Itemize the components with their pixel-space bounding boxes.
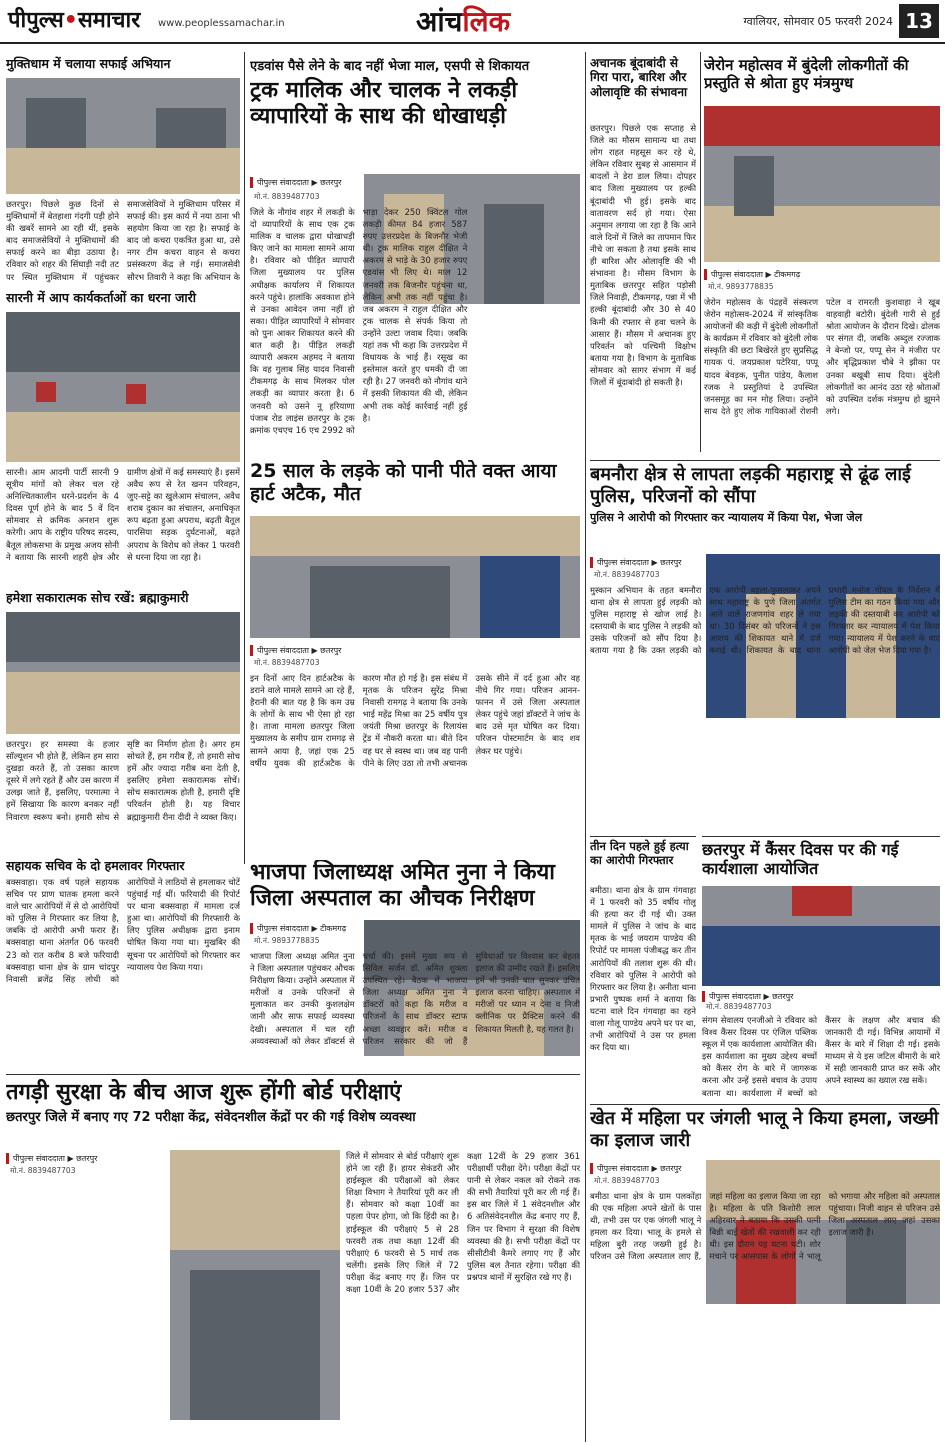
body: सारनी। आम आदमी पार्टी सारनी 9 सूत्रीय मांगों को लेकर चल रहे अनिश्चितकालीन धरने-प्रदर्शन के 4 दिवस पूर्ण होने के बाद 5 वें दिन सोमवार से क्रमिक अनशन शुरू करेगी। आप के राष्ट्रीय परिषद सदस्य, बैतूल लोकसभा के प्रमुख अजय सोनी ने बताया कि सारनी शहरी क्षेत्र और ग्रामीण क्षेत्रों में कई समस्याएं हैं। इसमें अवैध रूप से रेत खनन परिवहन, जुए-सट्टे का खुलेआम संचालन, अवैध शराब दुकान का संचालन, अनाधिकृत रूप बढ़ता हुआ अपराध, बढ़ती बैतूल पारसिया सड़क दुर्घटनाओं, बढ़ते अपराध के विरोध को लेकर 1 फरवरी से धरना दिया जा रहा है। xyxy=(6,467,240,562)
body: बमीठा। थाना क्षेत्र के ग्राम गंगवाहा में 1 फरवरी को 35 वर्षीय गोलू की हत्या कर दी गई थी। उक्त मामले में पुलिस ने जांच के बाद मृतक के भाई जयराम पाण्डेय की रिपोर्ट पर मामला पंजीबद्ध कर तीन आरोपियों की तलाश शुरू की थी। रविवार को पुलिस ने आरोपी को गिरफ्तार कर लिया है। अनीता थाना प्रभारी पुष्पक शर्मा ने बताया कि घटना वाले दिन गंगवाहा का रहने वाला गोलू पाण्डेय अपने घर पर था, तभी आरोपियों ने उस पर हमला कर दिया था। xyxy=(590,885,696,1053)
phone: मो.नं. 8839487703 xyxy=(254,192,320,201)
rule xyxy=(590,460,940,461)
headline: हमेशा सकारात्मक सोच रखें: ब्रह्माकुमारी xyxy=(6,590,189,605)
body: बमीठा थाना क्षेत्र के ग्राम पलकोंहा की एक महिला अपने खेतों के पास थी, तभी उस पर एक जंगली भालू ने हमला कर दिया। भालू के हमले से महिला बुरी तरह जख्मी हुई है। परिजन उसे जिला अस्पताल लाए हैं, जहां महिला का इलाज किया जा रहा है। महिला के पति किशोरी लाल अहिरवार ने बताया कि उसकी पत्नी बिन्नी बाई खेतों की रखवाली कर रही थी। इस दौरान यह घटना घटी। शोर मचाने पर आसपास के लोगों ने भालू को भगाया और महिला को अस्पताल पहुंचाया। निजी वाहन से परिजन उसे जिला अस्पताल लाए जहां उसका इलाज जारी है। xyxy=(590,1191,940,1262)
headline: छतरपुर में कैंसर दिवस पर की गई कार्यशाला आयोजित xyxy=(702,840,899,879)
rule xyxy=(590,836,696,837)
column-rule xyxy=(700,52,701,452)
headline: जेरोन महोत्सव में बुंदेली लोकगीतों की प्रस्तुति से श्रोता हुए मंत्रमुग्ध xyxy=(704,56,909,92)
logo-left: पीपुल्स xyxy=(8,8,64,33)
kicker: एडवांस पैसे लेने के बाद नहीं भेजा माल, एसपी से शिकायत xyxy=(250,59,530,74)
column-rule xyxy=(244,52,245,864)
article-sarni-protest xyxy=(6,290,240,590)
phone: मो.नं. 8839487703 xyxy=(594,570,660,579)
headline: बमनौरा क्षेत्र से लापता लड़की महाराष्ट्र से ढूंढ लाई पुलिस, परिजनों को सौंपा xyxy=(590,464,911,507)
headline: 25 साल के लड़के को पानी पीते वक्त आया हार्ट अटैक, मौत xyxy=(250,460,557,505)
phone: मो.नं. 8839487703 xyxy=(594,1176,660,1185)
page-number: 13 xyxy=(899,4,939,38)
body: छतरपुर। पिछले एक सप्ताह से जिले का मौसम सामान्य था तथा लोग राहत महसूस कर रहे थे, लेकिन रविवार सुबह से आसमान में बादलों ने डेरा डाल लिया। दोपहर बाद जिला मुख्यालय पर हल्की बूंदाबांदी भी हुई। इसके बाद वातावरण सर्द हो गया। ऐसा अनुमान लगाया जा रहा है कि आने वाले दिनों में जिले का तापमान फिर नीचे जा सकता है तथा इसके साथ ही बारिश और ओलावृष्टि की भी संभावना है। मौसम विभाग के मुताबिक छतरपुर सहित पड़ोसी जिले निवाड़ी, टीकमगढ़, पन्ना में भी हल्की बूंदाबांदी और 30 से 40 किमी की रफ्तार से हवा चलने के आसार हैं। मौसम में अचानक हुए परिवर्तन को पश्चिमी विक्षोभ बताया गया है। विभाग के मुताबिक सोमवार को सागर संभाग में कई जिलों में बूंदाबांदी हो सकती है। xyxy=(590,123,696,387)
byline: पीपुल्स संवाददाता ▶ टीकमगढ़ xyxy=(250,923,346,934)
headline: सहायक सचिव के दो हमलावर गिरफ्तार xyxy=(6,858,185,873)
masthead xyxy=(0,0,945,44)
subhead: पुलिस ने आरोपी को गिरफ्तार कर न्यायालय में किया पेश, भेजा जेल xyxy=(590,511,863,525)
article-missing-girl xyxy=(590,460,940,832)
rule xyxy=(702,836,940,837)
phone: मो.नं. 8839487703 xyxy=(706,1002,772,1011)
phone: मो.नं. 8839487703 xyxy=(10,1166,76,1175)
section-title-b: लिक xyxy=(462,5,511,38)
body: भाजपा जिला अध्यक्ष अमित नुना ने जिला अस्पताल पहुंचकर औचक निरीक्षण किया। उन्होंने अस्पताल में मरीजों व उनके परिजनों से मुलाकात कर उनकी कुशलक्षेम जानी और साफ सफाई व्यवस्था देखी। अस्पताल में चल रही अव्यवस्थाओं को लेकर डॉक्टर्स से चर्चा की। इसमें मुख्य रूप से सिविल सर्जन डॉ. अमित शुक्ला उपस्थित रहे। बैठक में भाजपा जिला अध्यक्ष अमित नुना ने डॉक्टरों को कहा कि मरीज व परिजनों के साथ डॉक्टर स्टाफ अच्छा व्यवहार करें। मरीज व परिजन सरकार की जो हैं सुविधाओं पर विश्वास कर बेहतर इलाज की उम्मीद रखते हैं। इसलिए हमें भी उनकी बात सुनकर उचित इलाज करना चाहिए। अस्पताल में मरीजों पर ध्यान न देना व निजी क्लीनिक पर प्रैक्टिस करने की शिकायत मिलती है, यह गलत है। xyxy=(250,951,580,1046)
article-assistant-secretary xyxy=(6,858,240,1070)
body-col-1 xyxy=(6,1182,164,1440)
dateline: ग्वालियर, सोमवार 05 फरवरी 2024 xyxy=(743,15,893,28)
photo xyxy=(250,516,580,638)
photo xyxy=(6,612,240,734)
article-cremation-cleanup xyxy=(6,56,240,284)
article-heart-attack xyxy=(250,460,580,854)
subhead: छतरपुर जिले में बनाए गए 72 परीक्षा केंद्र, संवेदनशील केंद्रों पर की गई विशेष व्यवस्था xyxy=(6,1110,416,1126)
byline: पीपुल्स संवाददाता ▶ छतरपुर xyxy=(250,645,341,656)
phone: मो.नं. 9893778835 xyxy=(708,282,774,291)
photo xyxy=(702,886,940,986)
photo xyxy=(6,78,240,194)
headline: मुक्तिधाम में चलाया सफाई अभियान xyxy=(6,56,171,71)
section-title xyxy=(416,2,510,40)
headline: खेत में महिला पर जंगली भालू ने किया हमला, जख्मी का इलाज जारी xyxy=(590,1108,939,1151)
phone: मो.नं. 8839487703 xyxy=(254,658,320,667)
headline: तगड़ी सुरक्षा के बीच आज शुरू होंगी बोर्ड परीक्षाएं xyxy=(6,1080,402,1105)
article-brahmakumari xyxy=(6,590,240,852)
byline: पीपुल्स संवाददाता ▶ छतरपुर xyxy=(6,1153,97,1164)
photo xyxy=(170,1150,340,1420)
article-jeron-festival xyxy=(704,56,940,456)
body: जेरोन महोत्सव के पंद्रहवें संस्करण जेरोन महोत्सव-2024 में सांस्कृतिक आयोजनों की कड़ी में बुंदेली लोकगीतों के कार्यक्रम में रविवार को बुंदेली लोक संस्कृति की छटा बिखेरते हुए सुप्रसिद्ध गायक पं. जयप्रकाश पटेरिया, पप्पू यादव बेवड़क, पुनीत पांडेय, कैलाश रजक ने प्रस्तुतियां दे उपस्थित जनसमूह का मन मोह लिया। उन्होंने साथ देते हुए लोक गायिकाओं रोशनी पटेल व रामरती कुशवाहा ने खूब वाहवाही बटोरी। बुंदेली गारी से हुई श्रोता आयोजन के दौरान दिखे। ढोलक पर संगत दी, जबकि अब्दुल रज्जाक ने बेन्जो पर, पप्पू सेन ने मंजीरा पर और बृद्धिप्रकाश चौबे ने झीका पर उनका बखूबी साथ दिया। बुंदेली लोकगीतों का आनंद उठा रहे श्रोताओं को उपस्थित दर्शक मंत्रमुग्ध हो झूमने लगे। xyxy=(704,297,940,416)
byline: पीपुल्स संवाददाता ▶ टीकमगढ़ xyxy=(704,269,800,280)
rule xyxy=(6,1074,580,1075)
section-title-a: आंच xyxy=(416,5,463,38)
body: इन दिनों आए दिन हार्टअटैक के डराने वाले मामले सामने आ रहे हैं, हैरानी की बात यह है कि कम उम्र के लोगों के साथ भी ऐसा हो रहा है। ताजा मामला छतरपुर जिला मुख्यालय के समीप ग्राम रामगढ़ से सामने आया है, जहां एक 25 वर्षीय युवक की हार्टअटैक के कारण मौत हो गई है। इस संबंध में मृतक के परिजन सुरेंद्र मिश्रा निवासी रामगढ़ ने बताया कि उनके भाई महेंद्र मिश्रा का 25 वर्षीय पुत्र जयंती मिश्रा छतरपुर के रिलायंस ट्रेंड में नौकरी करता था। बीते दिन वह घर से स्वस्थ था। जब वह पानी पीने के लिए उठा तो तभी अचानक उसके सीने में दर्द हुआ और वह नीचे गिर गया। परिजन आनन-फानन में उसे जिला अस्पताल लेकर पहुंचे जहां डॉक्टरों ने जांच के बाद उसे मृत घोषित कर दिया। परिजन पोस्टमार्टम के बाद शव लेकर घर पहुंचे। xyxy=(250,673,580,768)
byline: पीपुल्स संवाददाता ▶ छतरपुर xyxy=(250,177,341,188)
body: बक्सवाहा। एक वर्ष पहले सहायक सचिव पर प्राण घातक हमला करने वाले चार आरोपियों में से दो आरोपियों को पुलिस ने गिरफ्तार कर लिया है, जबकि दो आरोपी अभी फरार हैं। बक्सवाहा थाना अंतर्गत 06 फरवरी 23 को रात करीब 8 बजे फरियादी बक्सवाहा थाना क्षेत्र के ग्राम चांदपुर निवासी ब्रजेंद्र सिंह लोधी को आरोपियों ने लाठियों से हमलाकर चोटें पहुंचाई गई थीं। फरियादी की रिपोर्ट पर थाना बक्सवाहा में मामला दर्ज हुआ था। आरोपियों की गिरफ्तारी के लिए पुलिस अधीक्षक द्वारा इनाम घोषित किया गया था। मुखबिर की सूचना पर आरोपियों को गिरफ्तार कर न्यायालय पेश किया गया। xyxy=(6,877,240,984)
article-truck-fraud xyxy=(250,56,580,446)
logo-right: समाचार xyxy=(77,8,141,33)
headline: भाजपा जिलाध्यक्ष अमित नुना ने किया जिला अस्पताल का औचक निरीक्षण xyxy=(250,860,556,912)
headline: ट्रक मालिक और चालक ने लकड़ी व्यापारियों के साथ की धोखाधड़ी xyxy=(250,78,518,130)
article-murder-accused xyxy=(590,836,696,1100)
article-cancer-day xyxy=(702,836,940,1100)
body: छतरपुर। हर समस्या के हजार सॉल्यूशन भी होते हैं, लेकिन हम सारा दुखड़ा करते हैं, तो उसका कारण दूसरे में लगे रहते हैं और उस कारण में उलझ जाते हैं, इसलिए, परमात्मा ने हमें सिखाया कि कारण बनकर नहीं निवारण स्वरूप बनो। हमारी सोच से सृष्टि का निर्माण होता है। अगर हम सोचते हैं, हम गरीब हैं, तो हमारी सोच हमें और ज्यादा गरीब बना देती है, इसलिए हमेशा सकारात्मक सोचें। सोच सकारात्मक होती है, हमारी दृष्टि परिवर्तन होती है। यह विचार ब्रह्माकुमारी रीना दीदी ने व्यक्त किए। xyxy=(6,739,240,822)
phone: मो.नं. 9893778835 xyxy=(254,936,320,945)
rule xyxy=(590,1104,940,1105)
article-board-exams xyxy=(6,1074,580,1440)
body: मुस्कान अभियान के तहत बमनौरा थाना क्षेत्र से लापता हुई लड़की को पुलिस महाराष्ट्र से खोज लाई है। दस्तयाबी के बाद पुलिस ने लड़की को उसके परिजनों को सौंप दिया है। बताया गया है कि उक्त लड़की को एक आरोपी बहला-फुसलाकर अपने साथ महाराष्ट्र के पुणे जिला अंतर्गत आने वाले राजणगांव शहर ले गया था। 30 दिसंबर को परिजनों ने इस आशय की शिकायत थाने में दर्ज कराई थी। शिकायत के बाद थाना प्रभारी मनोज गोयल के निर्देशन में पुलिस टीम का गठन किया गया और लड़की की दस्तयाबी कर आरोपी को गिरफ्तार कर न्यायालय में पेश किया गया। न्यायालय में पेश करने के बाद आरोपी को जेल भेज दिया गया है। xyxy=(590,585,940,656)
newspaper-logo[interactable] xyxy=(8,4,140,34)
byline: पीपुल्स संवाददाता ▶ छतरपुर xyxy=(590,1163,681,1174)
article-weather xyxy=(590,56,696,456)
headline: अचानक बूंदाबांदी से गिरा पारा, बारिश और ओलावृष्टि की संभावना xyxy=(590,56,688,99)
article-bear-attack xyxy=(590,1104,940,1440)
logo-separator: • xyxy=(63,8,78,33)
site-url[interactable]: www.peoplessamachar.in xyxy=(158,18,285,29)
body: जिले में सोमवार से बोर्ड परीक्षाएं शुरू होने जा रही हैं। हायर सेकंडरी और हाईस्कूल की परीक्षाओं को लेकर शिक्षा विभाग ने तैयारियां पूरी कर ली हैं। सोमवार को कक्षा 10वीं का पहला पेपर होगा, जो कि हिंदी का है। हाईस्कूल की परीक्षाएं 5 से 28 फरवरी तक तथा कक्षा 12वीं की परीक्षाएं 6 फरवरी से 5 मार्च तक चलेंगी। इसके लिए जिले में 72 परीक्षा केंद्र बनाए गए हैं। जिन पर कक्षा 10वीं के 20 हजार 537 और कक्षा 12वीं के 29 हजार 361 परीक्षार्थी परीक्षा देंगे। परीक्षा केंद्रों पर पानी से लेकर नकल को रोकने तक की सभी तैयारियां पूरी कर ली गई हैं। इस बार जिले में 1 संवेदनशील और 6 अतिसंवेदनशील केंद्र बनाए गए हैं, जिन पर विभाग ने सुरक्षा की विशेष व्यवस्था की है। सभी परीक्षा केंद्रों पर सीसीटीवी कैमरे लगाए गए हैं और पुलिस बल तैनात रहेगा। परीक्षा की प्रश्नपत्र थानों में सुरक्षित रखे गए हैं। xyxy=(346,1151,580,1295)
headline: सारनी में आप कार्यकर्ताओं का धरना जारी xyxy=(6,290,196,305)
byline: पीपुल्स संवाददाता ▶ छतरपुर xyxy=(702,991,793,1002)
column-rule xyxy=(585,52,586,1442)
body: जिले के नौगांव शहर में लकड़ी के दो व्यापारियों के साथ एक ट्रक मालिक व चालक द्वारा धोखाधड़ी किए जाने का मामला सामने आया है। रविवार को पीड़ित व्यापारी जिला मुख्यालय पर पुलिस अधीक्षक कार्यालय में शिकायत करने पहुंचे। हालांकि अवकाश होने से उनका आवेदन जमा नहीं हो सका। पीड़ित व्यापारियों ने सोमवार को पुनः आकर शिकायत करने की बात कही है। पीड़ित लकड़ी व्यापारी अकरम अहमद ने बताया कि वह गुलाब सिंह यादव निवासी टीकमगढ़ के साथ मिलकर पोल लकड़ी का व्यापार करता है। 6 जनवरी को उसने नू हरियाणा पंजाब रोड लाइंस छतरपुर के ट्रक क्रमांक एचएच 16 एच 2992 को भाड़ा देकर 250 क्विंटल गोल लकड़ी कीमत 84 हजार 587 रुपए उत्तरप्रदेश के बिजनौर भेजी थी। ट्रक मालिक राहुल दीक्षित ने अकरम से भाड़े के 30 हजार रुपए एडवांस भी लिए थे। माल 12 जनवरी तक बिजनौर पहुंचना था, लेकिन अभी तक नहीं पहुंचा है। जब अकरम ने राहुल दीक्षित और ट्रक चालक से संपर्क किया तो उन्होंने उल्टा जवाब दिया। जबकि यहां तक भी कहा कि उत्तरप्रदेश में विधायक के भाई हैं। रसूख का इस्तेमाल करते हुए धमकी दी जा रही है। 27 जनवरी को नौगांव थाने में इसकी शिकायत की थी, लेकिन अभी तक कोई कार्रवाई नहीं हुई है। xyxy=(250,207,468,435)
body: संगम सेवालय एनजीओ ने रविवार को विश्व कैंसर दिवस पर एंजिल पब्लिक स्कूल में एक कार्यशाला आयोजित की। इस कार्यशाला का मुख्य उद्देश्य बच्चों को कैंसर रोग के बारे में जागरूक करना और उन्हें इससे बचाव के उपाय बताना था। कार्यशाला में बच्चों को कैंसर के लक्षण और बचाव की जानकारी दी गई। विभिन्न आयामों में कैंसर के बारे में शिक्षा दी गई। इसके माध्यम से ये इस जटिल बीमारी के बारे में सही जानकारी प्राप्त कर सकें और अपने स्वास्थ्य का ख्याल रख सकें। xyxy=(702,1015,940,1098)
photo xyxy=(704,106,940,262)
headline: तीन दिन पहले हुई हत्या का आरोपी गिरफ्तार xyxy=(590,839,689,867)
body: छतरपुर। पिछले कुछ दिनों से मुक्तिधामों में बेतहाशा गंदगी पड़ी होने की खबरें सामने आ रही थीं, इसके बाद समाजसेवियों ने मुक्तिधामों की सफाई करने का बीड़ा उठाया है। रविवार को शहर की सिंघाड़ी नदी तट पर स्थित मुक्तिधाम में पहुंचकर समाजसेवियों ने मुक्तिधाम परिसर में सफाई की। इस कार्य में नया ठाना भी सहयोग किया जा रहा है। सफाई के बाद जो कचरा एकत्रित हुआ था, उसे नगर टीम कचरा वाहन से कचरा प्रसंस्करण केंद्र ले गई। समाजसेवी सौरभ तिवारी ने कहा कि अभियान के xyxy=(6,199,240,282)
byline: पीपुल्स संवाददाता ▶ छतरपुर xyxy=(590,557,681,568)
photo xyxy=(6,312,240,462)
